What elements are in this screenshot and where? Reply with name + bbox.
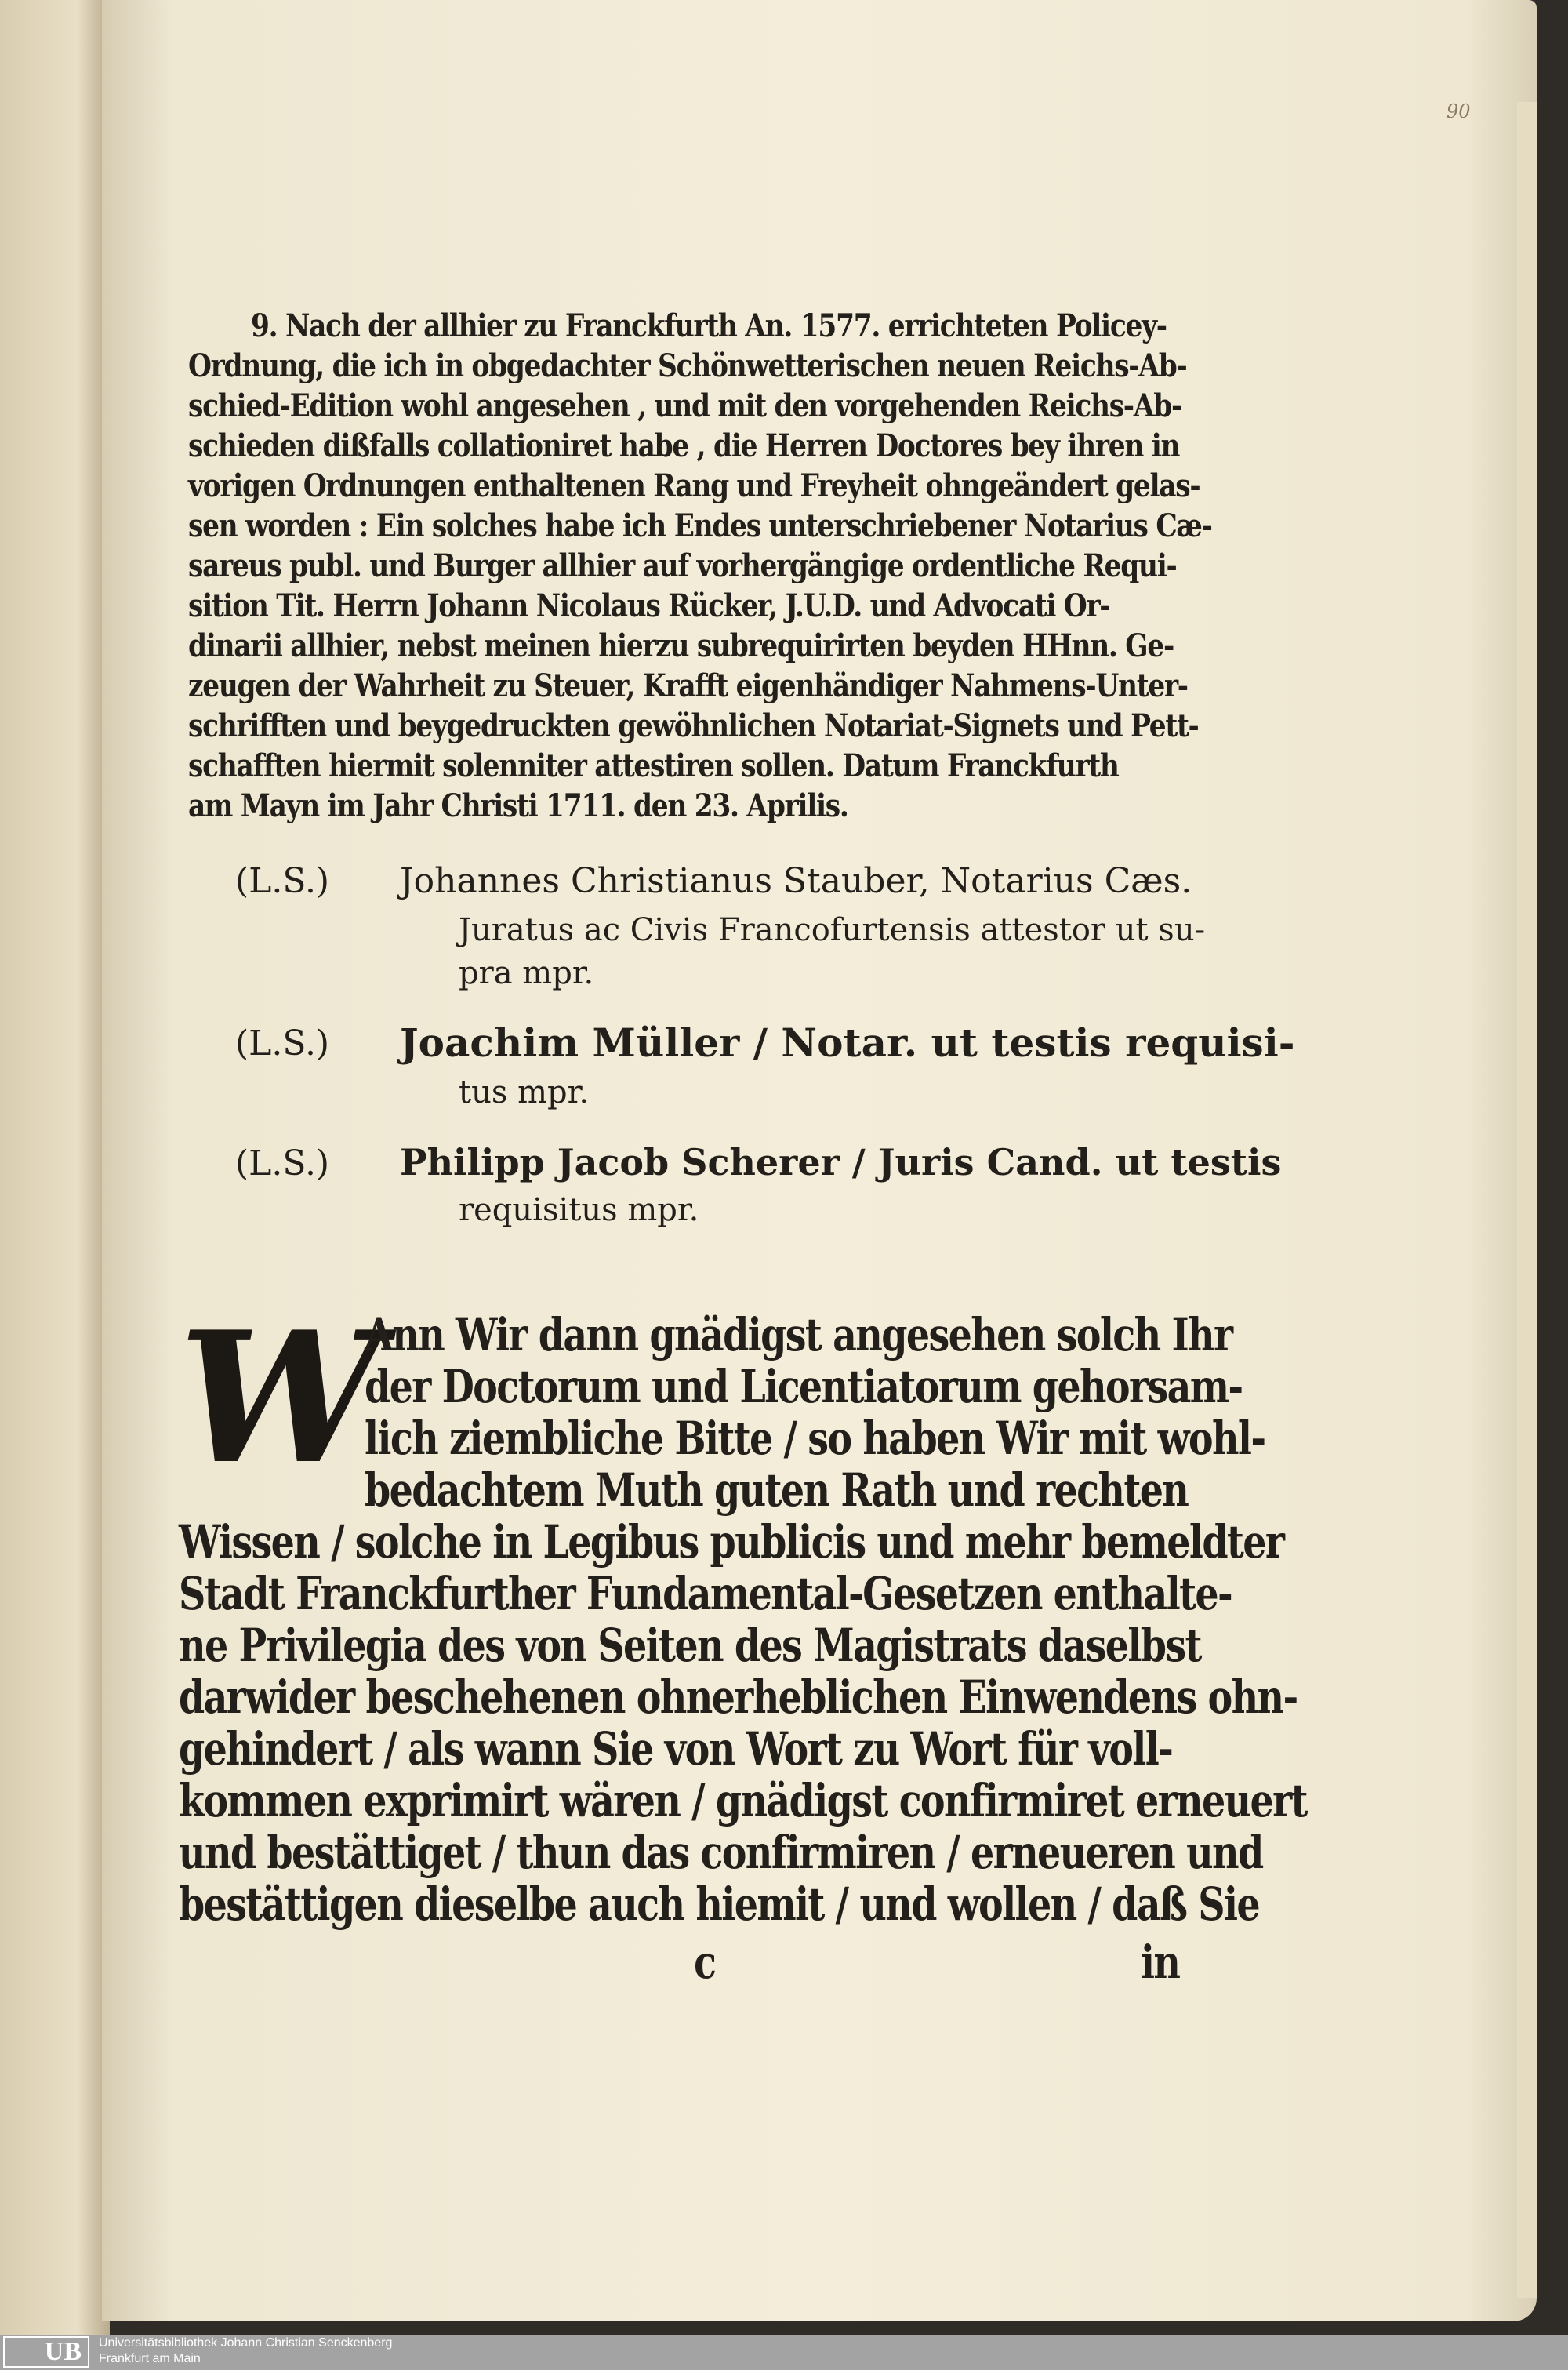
library-footer: [0, 2335, 1568, 2370]
text-line: und bestättiget / thun das confirmiren / erneueren und: [179, 1826, 1263, 1879]
signature-line: pra mpr.: [459, 955, 594, 991]
text-line: schied-Edition wohl angesehen , und mit den vorgehenden Reichs-Ab-: [188, 387, 1181, 424]
text-line: bedachtem Muth guten Rath und rechten: [365, 1463, 1189, 1517]
catchword: in: [1141, 1936, 1180, 1989]
text-line: 9. Nach der allhier zu Franckfurth An. 1577. errichteten Policey-: [251, 307, 1167, 344]
text-line: kommen exprimirt wären / gnädigst confirmiret erneuert: [179, 1774, 1307, 1827]
seal-mark: (L.S.): [235, 1143, 330, 1183]
library-name: Universitätsbibliothek Johann Christian Senckenberg: [99, 2336, 393, 2350]
ub-logo: UB: [3, 2336, 89, 2368]
text-line: schrifften und beygedruckten gewöhnlichen Notariat-Signets und Pett-: [188, 707, 1199, 744]
signature-line: Joachim Müller / Notar. ut testis requisi-: [400, 1020, 1295, 1066]
left-page-edge: [0, 0, 110, 2335]
signature-line: tus mpr.: [459, 1074, 590, 1110]
text-line: ne Privilegia des von Seiten des Magistrats daselbst: [179, 1619, 1201, 1672]
signature-line: requisitus mpr.: [459, 1192, 699, 1228]
text-line: schafften hiermit solenniter attestiren sollen. Datum Franckfurth: [188, 747, 1119, 784]
text-line: am Mayn im Jahr Christi 1711. den 23. Aprilis.: [188, 787, 848, 824]
signature-line: Juratus ac Civis Francofurtensis attestor ut su-: [459, 912, 1206, 948]
library-location: Frankfurt am Main: [99, 2352, 201, 2365]
text-line: schieden dißfalls collationiret habe , die Herren Doctores bey ihren in: [188, 427, 1180, 464]
text-line: gehindert / als wann Sie von Wort zu Wort für voll-: [179, 1722, 1173, 1776]
signature-mark: c: [694, 1936, 716, 1989]
signature-line: Johannes Christianus Stauber, Notarius Cæs.: [400, 861, 1192, 901]
text-line: darwider beschehenen ohnerheblichen Einwendens ohn-: [179, 1670, 1298, 1724]
decorated-initial: W: [179, 1292, 382, 1504]
text-line: Wissen / solche in Legibus publicis und mehr bemeldter: [179, 1515, 1284, 1568]
text-line: Ann Wir dann gnädigst angesehen solch Ihr: [365, 1308, 1232, 1361]
text-line: Ordnung, die ich in obgedachter Schönwetterischen neuen Reichs-Ab-: [188, 347, 1187, 384]
text-line: dinarii allhier, nebst meinen hierzu subrequirirten beyden HHnn. Ge-: [188, 627, 1174, 664]
text-line: der Doctorum und Licentiatorum gehorsam-: [365, 1360, 1243, 1413]
page-stack-edge: [1517, 102, 1537, 2298]
text-line: Stadt Franckfurther Fundamental-Gesetzen enthalte-: [179, 1567, 1232, 1620]
text-line: vorigen Ordnungen enthaltenen Rang und Freyheit ohngeändert gelas-: [188, 467, 1200, 504]
text-line: sition Tit. Herrn Johann Nicolaus Rücker, J.U.D. und Advocati Or-: [188, 587, 1110, 624]
signature-line: Philipp Jacob Scherer / Juris Cand. ut testis: [400, 1141, 1282, 1183]
seal-mark: (L.S.): [235, 1023, 330, 1063]
page-number: 90: [1446, 100, 1471, 122]
seal-mark: (L.S.): [235, 861, 330, 901]
text-line: zeugen der Wahrheit zu Steuer, Krafft eigenhändiger Nahmens-Unter-: [188, 667, 1188, 704]
text-line: sareus publ. und Burger allhier auf vorhergängige ordentliche Requi-: [188, 547, 1177, 584]
text-line: lich ziembliche Bitte / so haben Wir mit wohl-: [365, 1412, 1265, 1465]
text-line: sen worden : Ein solches habe ich Endes unterschriebener Notarius Cæ-: [188, 507, 1212, 544]
text-line: bestättigen dieselbe auch hiemit / und wollen / daß Sie: [179, 1877, 1260, 1931]
